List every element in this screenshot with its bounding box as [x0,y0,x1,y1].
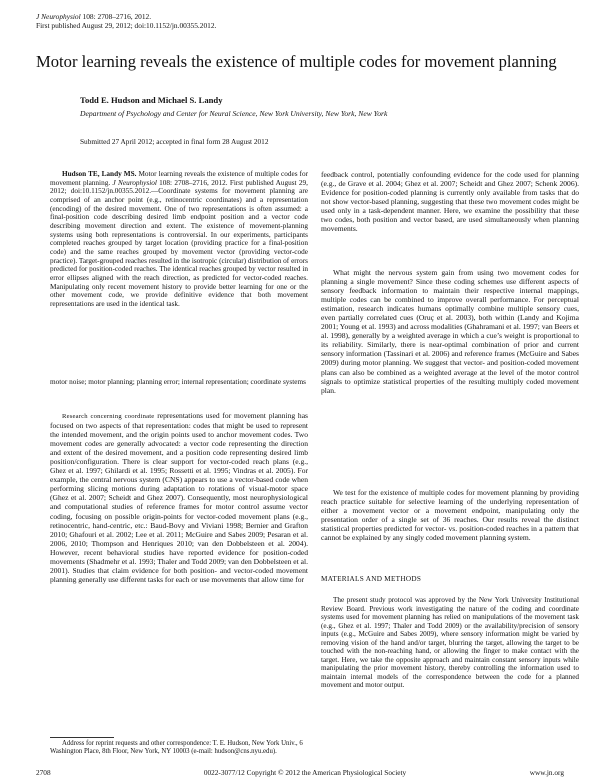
introduction [50,411,308,584]
submission-dates: Submitted 27 April 2012; accepted in final form 28 August 2012 [80,137,269,146]
right-paragraph-2: What might the nervous system gain from using two movement codes for planning a single movement? Since these coding schemes use different aspects of sensory feedback information to maintain their respective internal mappings, multiple codes can be combined to improve overall performance. For perceptual estimation, research indicates humans optimally combine multiple sensory cues, even partially correlated cues (Oruç et al. 2003), both within (Landy and Kojima 2001; Young et al. 1993) and across modalities (Ghahramani et al. 1997; van Beers et al. 1998), generally by a weighted average in which a cue’s weight is proportional to its reliability. Similarly, there is near-optimal combination of prior and current sensory information (Tassinari et al. 2006) and reference frames (McGuire and Sabes 2009) during motor planning. We suggest that vector- and position-coded movement plans can also be combined as a weighted average at the level of the motor control signals to optimize statistical properties of the resulting multiply coded movement plan. [321,268,580,395]
footnote-rule [50,737,114,738]
journal-website: www.jn.org [529,768,564,777]
methods-body: The present study protocol was approved by the New York University Institutional Review Board. Previous work investigating the nature of the coding and coordinate systems used for movement planning has relied on manipulations of the movement task (e.g., Ghez et al. 1997; Thaler and Todd 2009) or the availability/precision of sensory inputs (e.g., McGuire and Sabes 2009), where sensory information might be varied by removing vision of the hand and/or target, blurring the target, allowing the target to be touched with the non-reaching hand, or allowing the finger to make contact with the target. Here, we take the opposite approach and maintain constant sensory inputs while manipulating the prior movement history, thereby controlling the information used to maintain internal models of the correspondence between the code for a planned movement and motor output. [321,596,579,690]
intro-lead: Research concerning coordinate [62,413,155,420]
paper-title: Motor learning reveals the existence of multiple codes for movement planning [36,52,557,71]
right-paragraph-3: We test for the existence of multiple codes for movement planning by providing reach practice suitable for selective learning of the underlying representation of either a movement vector or a movement endpoint, manipulating only the presentation order of a single set of 36 reaches. Our results reveal the distinct statistical properties predicted for vector- vs. position-coded reaches in a pattern that cannot be explained by any singly coded movement planning system. [321,488,579,543]
copyright-line: 0022-3077/12 Copyright © 2012 the American Physiological Society [203,768,407,777]
abstract-lead: Hudson TE, Landy MS. [62,170,137,178]
page-number: 2708 [36,768,51,777]
intro-body: representations used for movement planning has focused on two aspects of that representation: codes that might be used to represent the intended movement, and the origin points used to anchor movement codes. Two movement codes are generally advocated: a vector code representing the direction and extent of the desired movement, and a position code representing desired limb position/configuration. There is clear support for vector-coded reach plans (e.g., Ghez et al. 1997; Ghilardi et al. 1995; Rossetti et al. 1995; Vindras et al. 2005). For example, the central nervous system (CNS) appears to use a vector-based code when performing slicing motions during adaptation to rotations of visual-motor space (Ghez et al. 2007; Scheidt and Ghez 2007). Consequently, most neurophysiological and computational studies of reference frames for motor control assume vector coding, focusing on possible origin-points for vector-coded movement plans (e.g., retinocentric, hand-centric, etc.: Baud-Bovy and Viviani 1998; Bernier and Grafton 2010; Ghafouri et al. 2002; Lee et al. 2011; McGuire and Sabes 2009; Pesaran et al. 2006, 2010; Thompson and Henriques 2010; van den Dobbelsteen et al. 2004). However, recent behavioral studies have reported evidence for position-coded movements (Shadmehr et al. 1993; Thaler and Todd 2009; van den Dobbelsteen et al. 2001). Studies that claim evidence for both position- and vector-coded movement planning generally use different tasks for each or use movements that allow time for [50,411,308,584]
abstract-journal: J Neurophysiol [112,178,157,187]
correspondence-footnote: Address for reprint requests and other correspondence: T. E. Hudson, New York Univ., 6 Washington Place, 8th Floor, New York, NY 10003 (e-mail: hudson@cns.nyu.edu). [50,740,303,756]
abstract [50,170,308,309]
journal-citation [36,12,216,30]
affiliation: Department of Psychology and Center for Neural Science, New York University, New York, New York [80,109,388,118]
right-paragraph-1: feedback control, potentially confounding evidence for the code used for planning (e.g., de Grave et al. 2004; Ghez et al. 2007; Scheidt and Ghez 2007; Schenk 2006). Evidence for position-coded planning is currently only available from tasks that do not show vector-based planning, suggesting that these two movement codes might be used only in a task-dependent manner. Here, we examine the possibility that these two codes, both position and vector based, are used simultaneously when planning movements. [321,170,579,234]
citation-volume: 108: 2708–2716, 2012. [80,12,152,21]
author-list: Todd E. Hudson and Michael S. Landy [80,95,223,105]
journal-name: J Neurophysiol [36,12,81,21]
methods-heading: MATERIALS AND METHODS [321,575,422,583]
abstract-body: 108: 2708–2716, 2012. First published August 29, 2012; doi:10.1152/jn.00355.2012.—Coordinate systems for movement planning are comprised of an anchor point (e.g., retinocentric coordinates) and a representation (encoding) of the desired movement. One of two representations is often assumed: a final-position code describing desired limb endpoint position and a vector code describing movement direction and extent. The existence of movement-planning systems using both representations is controversial. In our experiments, participants completed reaches grouped by target location (providing practice for a final-position code) and the same reaches grouped by movement vector (providing vector-code practice). Target-grouped reaches resulted in the isotropic (circular) distribution of errors predicted for position-coded reaches. The identical reaches grouped by vector resulted in error ellipses aligned with the reach direction, as predicted for vector-coded reaches. Manipulating only recent movement history to provide better learning for one or the other movement code, we provide definitive evidence that both movement representations are used in the identical task. [50,178,308,308]
keywords: motor noise; motor planning; planning error; internal representation; coordinate systems [50,378,306,386]
abstract-title-part: Motor learning reveals the existence of multiple codes for movement planning. [50,170,309,187]
citation-line-1 [36,12,216,21]
citation-line-2: First published August 29, 2012; doi:10.1152/jn.00355.2012. [36,21,217,31]
